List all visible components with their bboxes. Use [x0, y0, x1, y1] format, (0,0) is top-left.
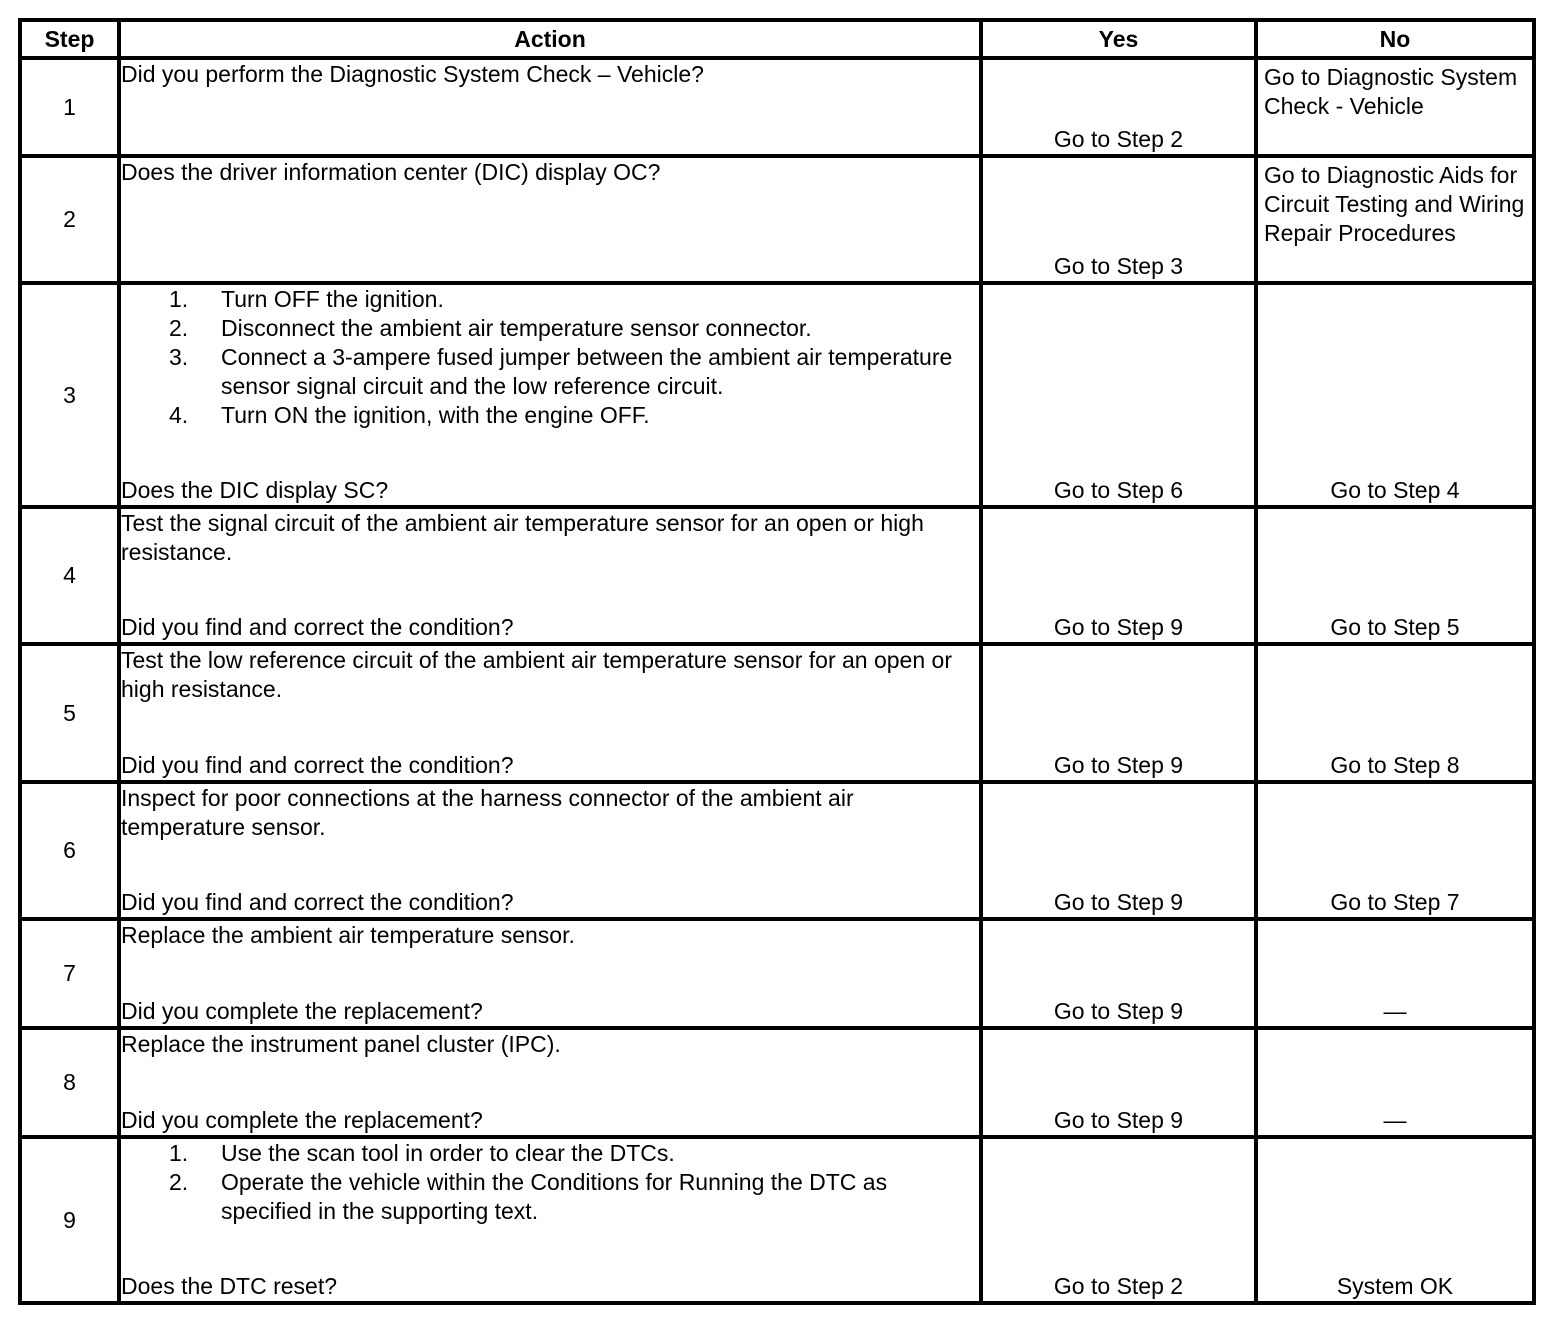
action-cell	[119, 1137, 981, 1303]
diagnostic-table-container	[18, 18, 1534, 1305]
no-cell: Go to Step 7	[1256, 782, 1534, 919]
action-text: Replace the ambient air temperature sensor.	[121, 922, 575, 948]
yes-cell: Go to Step 2	[981, 58, 1256, 156]
action-text: Does the driver information center (DIC) display OC?	[121, 159, 661, 185]
yes-cell: Go to Step 9	[981, 507, 1256, 644]
step-number: 6	[20, 782, 119, 919]
yes-cell: Go to Step 9	[981, 919, 1256, 1028]
step-number: 2	[20, 156, 119, 283]
action-cell	[119, 507, 981, 644]
action-cell	[119, 782, 981, 919]
no-cell: —	[1256, 1028, 1534, 1137]
table-row	[20, 283, 1534, 507]
header-action: Action	[119, 20, 981, 58]
table-row	[20, 58, 1534, 156]
list-item: 4. Turn ON the ignition, with the engine OFF.	[169, 402, 650, 428]
yes-cell: Go to Step 2	[981, 1137, 1256, 1303]
action-text: Replace the instrument panel cluster (IPC).	[121, 1031, 561, 1057]
substep-list	[121, 285, 979, 430]
action-question: Did you find and correct the condition?	[121, 752, 514, 778]
action-cell	[119, 156, 981, 283]
action-cell	[119, 919, 981, 1028]
action-cell	[119, 58, 981, 156]
step-number: 3	[20, 283, 119, 507]
step-number: 5	[20, 644, 119, 782]
step-number: 9	[20, 1137, 119, 1303]
table-row	[20, 644, 1534, 782]
header-no: No	[1256, 20, 1534, 58]
no-cell: System OK	[1256, 1137, 1534, 1303]
table-row	[20, 156, 1534, 283]
yes-cell: Go to Step 9	[981, 644, 1256, 782]
header-step: Step	[20, 20, 119, 58]
table-row	[20, 1028, 1534, 1137]
no-cell: Go to Step 8	[1256, 644, 1534, 782]
table-row	[20, 507, 1534, 644]
header-yes: Yes	[981, 20, 1256, 58]
no-cell: Go to Diagnostic System Check - Vehicle	[1256, 58, 1534, 156]
table-row	[20, 1137, 1534, 1303]
action-cell	[119, 644, 981, 782]
no-cell: Go to Step 4	[1256, 283, 1534, 507]
yes-cell: Go to Step 3	[981, 156, 1256, 283]
action-text: Did you perform the Diagnostic System Check – Vehicle?	[121, 61, 704, 87]
action-cell	[119, 1028, 981, 1137]
yes-cell: Go to Step 9	[981, 1028, 1256, 1137]
list-item: 2. Operate the vehicle within the Conditions for Running the DTC as specified in the supporting text.	[169, 1169, 888, 1224]
table-row	[20, 919, 1534, 1028]
action-question: Does the DTC reset?	[121, 1273, 338, 1299]
action-cell	[119, 283, 981, 507]
step-number: 4	[20, 507, 119, 644]
header-row	[20, 20, 1534, 58]
diagnostic-table	[18, 18, 1536, 1305]
yes-cell: Go to Step 6	[981, 283, 1256, 507]
action-question: Did you find and correct the condition?	[121, 889, 514, 915]
list-item: 2. Disconnect the ambient air temperature sensor connector.	[169, 315, 812, 341]
no-cell: Go to Step 5	[1256, 507, 1534, 644]
substep-list	[121, 1139, 979, 1226]
step-number: 1	[20, 58, 119, 156]
step-number: 8	[20, 1028, 119, 1137]
list-item: 1. Use the scan tool in order to clear the DTCs.	[169, 1140, 675, 1166]
list-item: 3. Connect a 3-ampere fused jumper between the ambient air temperature sensor signal circuit and the low reference circuit.	[169, 344, 953, 399]
action-question: Did you complete the replacement?	[121, 1107, 483, 1133]
action-question: Did you complete the replacement?	[121, 998, 483, 1024]
action-question: Does the DIC display SC?	[121, 477, 389, 503]
action-text: Test the signal circuit of the ambient air temperature sensor for an open or high resistance.	[121, 510, 924, 565]
no-cell: —	[1256, 919, 1534, 1028]
action-text: Test the low reference circuit of the ambient air temperature sensor for an open or high resistance.	[121, 647, 952, 702]
action-text: Inspect for poor connections at the harness connector of the ambient air temperature sensor.	[121, 785, 854, 840]
table-row	[20, 782, 1534, 919]
no-cell: Go to Diagnostic Aids for Circuit Testing and Wiring Repair Procedures	[1256, 156, 1534, 283]
yes-cell: Go to Step 9	[981, 782, 1256, 919]
list-item: 1. Turn OFF the ignition.	[169, 286, 444, 312]
step-number: 7	[20, 919, 119, 1028]
action-question: Did you find and correct the condition?	[121, 614, 514, 640]
